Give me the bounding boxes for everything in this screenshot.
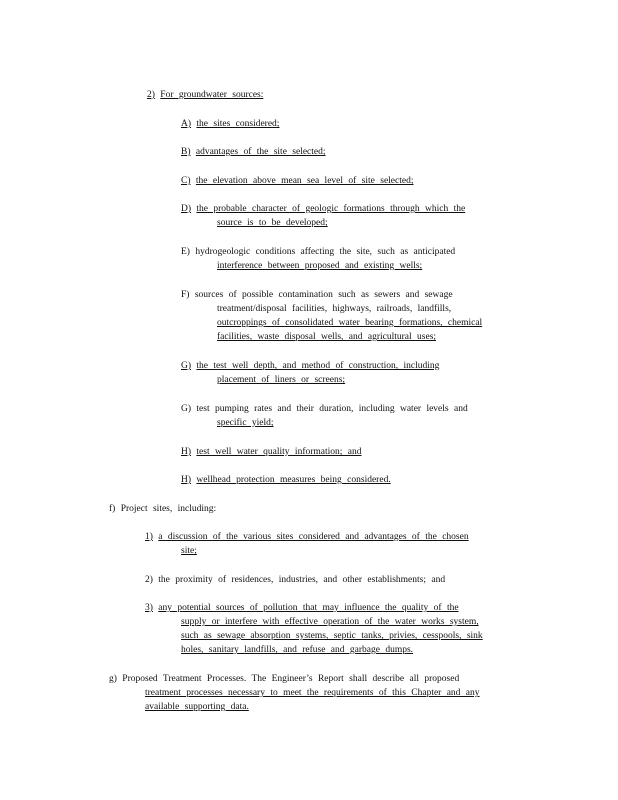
subitem-g2 [181, 403, 468, 415]
item-label: 3) [145, 603, 153, 613]
section-f-item-3-continuation-3: holes, sanitary landfills, and refuse and garbage dumps. [181, 645, 414, 655]
section-g-continuation-1: treatment processes necessary to meet the requirements of this Chapter and any [145, 688, 480, 698]
item-text: For groundwater sources: [160, 90, 264, 100]
section-f-item-1-continuation: site; [181, 546, 197, 556]
item-label: F) [181, 290, 190, 300]
section-f-item-3 [145, 602, 459, 614]
subitem-e-continuation: interference between proposed and existing wells; [217, 261, 423, 271]
item-label: g) [109, 674, 117, 684]
subitem-d-continuation: source is to be developed; [217, 218, 328, 228]
item-text: any potential sources of pollution that may influence the quality of the [158, 603, 459, 613]
subitem-a [181, 118, 279, 130]
item-label: C) [181, 176, 191, 186]
subitem-b [181, 146, 326, 158]
subitem-h1 [181, 446, 362, 458]
subitem-g1 [181, 360, 439, 372]
item-text: the test well depth, and method of construction, including [196, 361, 440, 371]
item-text: Proposed Treatment Processes. The Engineer’s Report shall describe all proposed [122, 674, 460, 684]
subitem-f [181, 289, 453, 301]
item-label: E) [181, 247, 190, 257]
subitem-f-continuation-2: outcroppings of consolidated water bearing formations, chemical [217, 318, 483, 328]
item-label: f) [109, 504, 116, 514]
section-f-heading [109, 503, 216, 515]
item-label: B) [181, 147, 191, 157]
item-label: H) [181, 447, 192, 457]
item-text: the elevation above mean sea level of site selected; [195, 176, 414, 186]
item-label: 2) [145, 575, 153, 585]
item-text: the proximity of residences, industries, and other establishments; and [158, 575, 446, 585]
item-2-heading [147, 89, 263, 101]
subitem-f-continuation-3: facilities, waste disposal wells, and agricultural uses; [217, 332, 437, 342]
item-text: test pumping rates and their duration, including water levels and [196, 404, 468, 414]
subitem-g2-continuation: specific yield; [217, 418, 274, 428]
section-f-item-2 [145, 574, 445, 586]
item-label: 2) [147, 90, 155, 100]
section-f-item-1 [145, 531, 469, 543]
section-g-continuation-2: available supporting data. [145, 702, 249, 712]
item-text: the sites considered; [196, 119, 280, 129]
section-g-heading [109, 673, 459, 685]
subitem-d [181, 203, 465, 215]
item-label: 1) [145, 532, 153, 542]
subitem-e [181, 246, 455, 258]
item-text: advantages of the site selected; [195, 147, 326, 157]
item-text: test well water quality information; and [196, 447, 362, 457]
item-label: G) [181, 361, 192, 371]
item-text: sources of possible contamination such as sewers and sewage [194, 290, 453, 300]
subitem-c [181, 175, 413, 187]
item-label: D) [181, 204, 192, 214]
subitem-h2 [181, 474, 391, 486]
item-label: A) [181, 119, 192, 129]
item-label: G) [181, 404, 192, 414]
subitem-g1-continuation: placement of liners or screens; [217, 375, 346, 385]
item-text: a discussion of the various sites considered and advantages of the chosen [158, 532, 469, 542]
item-label: H) [181, 475, 192, 485]
subitem-f-continuation-1: treatment/disposal facilities, highways, railroads, landfills, [217, 304, 452, 314]
section-f-item-3-continuation-1: supply or interfere with effective operation of the water works system, [181, 617, 479, 627]
section-f-item-3-continuation-2: such as sewage absorption systems, septic tanks, privies, cesspools, sink [181, 631, 483, 641]
item-text: hydrogeologic conditions affecting the site, such as anticipated [195, 247, 456, 257]
item-text: Project sites, including: [120, 504, 217, 514]
item-text: the probable character of geologic formations through which the [196, 204, 466, 214]
item-text: wellhead protection measures being considered. [196, 475, 391, 485]
